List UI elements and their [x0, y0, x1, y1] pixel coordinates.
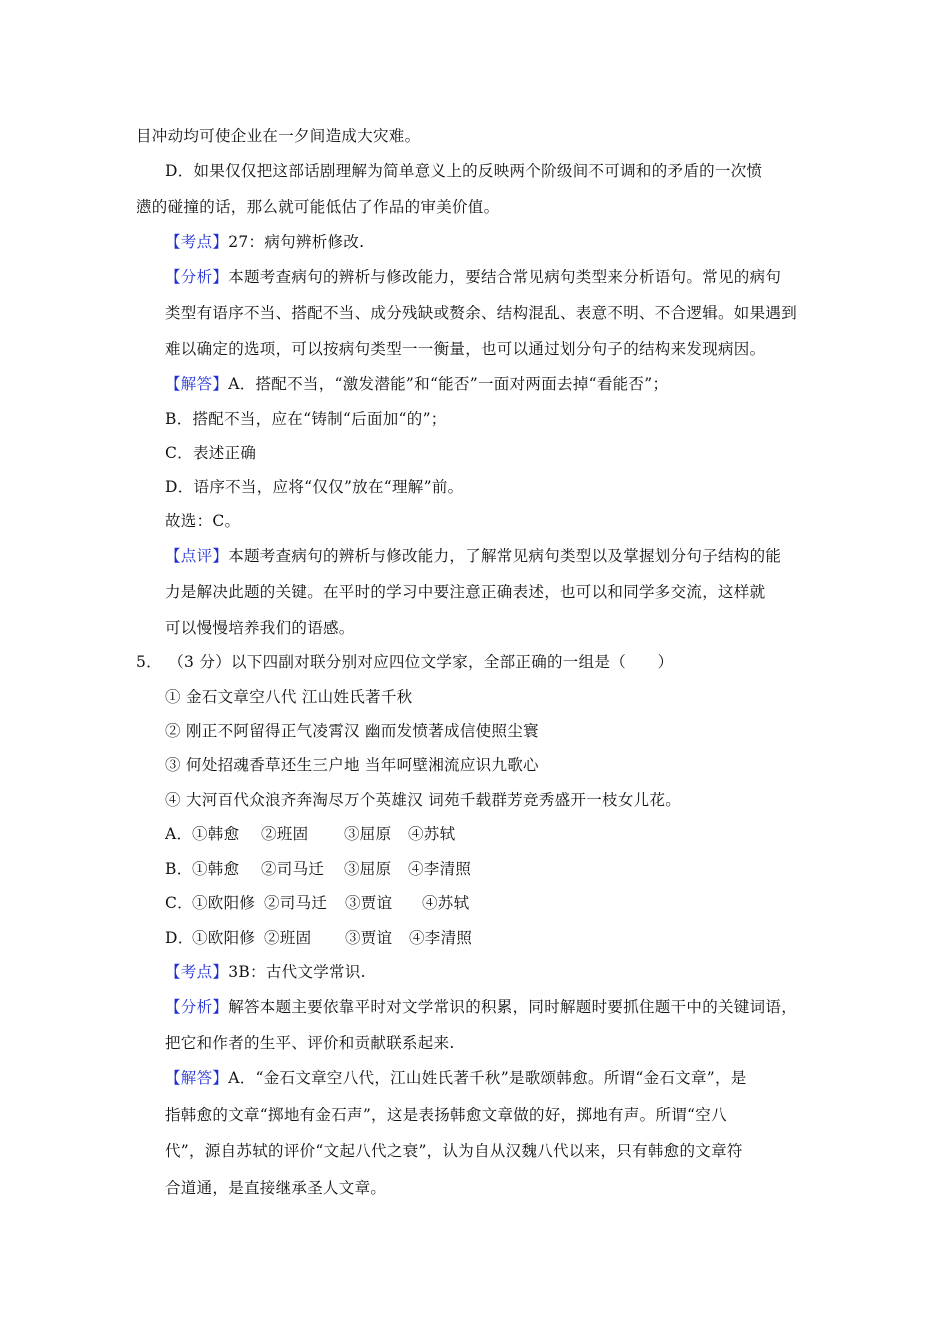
couplet-1: ① 金石文章空八代 江山姓氏著千秋 — [165, 688, 413, 706]
prev-fenxi-line-3: 难以确定的选项，可以按病句类型一一衡量，也可以通过划分句子的结构来发现病因。 — [165, 340, 766, 358]
couplet-3: ③ 何处招魂香草还生三户地 当年呵壁湘流应识九歌心 — [165, 756, 539, 774]
kaodian-tag: 【考点】 — [165, 233, 229, 251]
question-number: 5． — [136, 653, 162, 671]
prev-answer-c: C．表述正确 — [165, 444, 257, 462]
prev-fenxi-line-1 — [165, 267, 781, 287]
fenxi-tag: 【分析】 — [165, 998, 229, 1016]
option-letter: C． — [165, 894, 193, 912]
option-item: ②班固 — [264, 929, 312, 947]
question-5-stem — [136, 652, 673, 672]
couplet-4: ④ 大河百代众浪齐奔淘尽万个英雄汉 词苑千载群芳竞秀盛开一枝女儿花。 — [165, 791, 682, 809]
question-stem-text: （3 分）以下四副对联分别对应四位文学家，全部正确的一组是（ ） — [175, 653, 674, 671]
q5-jieda-line-3: 代”，源自苏轼的评价“文起八代之衰”，认为自从汉魏八代以来，只有韩愈的文章符 — [165, 1142, 743, 1160]
dianping-text: 本题考查病句的辨析与修改能力，了解常见病句类型以及掌握划分句子结构的能 — [228, 547, 782, 565]
prev-answer-d: D．语序不当，应将“仅仅”放在“理解”前。 — [165, 478, 464, 496]
option-item: ③屈原 — [344, 860, 392, 878]
option-item: ①韩愈 — [192, 825, 240, 843]
option-item: ④李清照 — [409, 929, 473, 947]
option-item: ④李清照 — [408, 860, 472, 878]
q5-jieda-line-4: 合道通，是直接继承圣人文章。 — [165, 1179, 387, 1197]
q5-fenxi-line-1 — [165, 997, 797, 1017]
q5-fenxi-line-2: 把它和作者的生平、评价和贡献联系起来. — [165, 1034, 455, 1052]
couplet-2: ② 刚正不阿留得正气凌霄汉 幽而发愤著成信使照尘寰 — [165, 722, 539, 740]
fenxi-text: 解答本题主要依靠平时对文学常识的积累，同时解题时要抓住题干中的关键词语， — [228, 998, 798, 1016]
option-c[interactable] — [165, 893, 469, 913]
prev-option-d-line-2: 懑的碰撞的话，那么就可能低估了作品的审美价值。 — [136, 198, 500, 216]
fenxi-text: 本题考查病句的辨析与修改能力，要结合常见病句类型来分析语句。常见的病句 — [228, 268, 782, 286]
option-d[interactable] — [165, 928, 472, 948]
option-item: ④苏轼 — [408, 825, 456, 843]
option-item: ①欧阳修 — [192, 894, 256, 912]
option-letter: A． — [165, 825, 193, 843]
option-item: ③贾谊 — [345, 929, 393, 947]
dianping-tag: 【点评】 — [165, 547, 229, 565]
option-item: ③贾谊 — [345, 894, 393, 912]
prev-fenxi-line-2: 类型有语序不当、搭配不当、成分残缺或赘余、结构混乱、表意不明、不合逻辑。如果遇到 — [165, 304, 798, 322]
option-item: ②司马迁 — [261, 860, 325, 878]
prev-option-d-line-1: D．如果仅仅把这部话剧理解为简单意义上的反映两个阶级间不可调和的矛盾的一次愤 — [165, 162, 763, 180]
prev-answer-choice: 故选：C。 — [165, 512, 241, 530]
kaodian-text: 3B：古代文学常识. — [228, 963, 366, 981]
option-a[interactable] — [165, 824, 455, 844]
jieda-text: A．搭配不当，“激发潜能”和“能否”一面对两面去掉“看能否”； — [228, 375, 669, 393]
prev-dianping-line-3: 可以慢慢培养我们的语感。 — [165, 619, 355, 637]
option-letter: B． — [165, 860, 193, 878]
jieda-tag: 【解答】 — [165, 1069, 229, 1087]
fenxi-tag: 【分析】 — [165, 268, 229, 286]
kaodian-text: 27：病句辨析修改. — [228, 233, 365, 251]
q5-jieda-line-1 — [165, 1068, 747, 1088]
prev-kaodian — [165, 232, 364, 252]
prev-answer-b: B．搭配不当，应在“铸制“后面加“的”； — [165, 410, 447, 428]
option-letter: D． — [165, 929, 194, 947]
prev-dianping-line-2: 力是解决此题的关键。在平时的学习中要注意正确表述，也可以和同学多交流，这样就 — [165, 583, 766, 601]
prev-question-continuation: 目冲动均可使企业在一夕间造成大灾难。 — [136, 127, 421, 145]
q5-kaodian — [165, 962, 366, 982]
prev-dianping-line-1 — [165, 546, 781, 566]
q5-jieda-line-2: 指韩愈的文章“掷地有金石声”，这是表扬韩愈文章做的好，掷地有声。所谓“空八 — [165, 1106, 727, 1124]
option-item: ①欧阳修 — [192, 929, 256, 947]
option-item: ②司马迁 — [264, 894, 328, 912]
option-item: ①韩愈 — [192, 860, 240, 878]
prev-jieda — [165, 374, 668, 394]
option-b[interactable] — [165, 859, 471, 879]
option-item: ②班固 — [261, 825, 309, 843]
option-item: ④苏轼 — [422, 894, 470, 912]
option-item: ③屈原 — [344, 825, 392, 843]
jieda-text: A．“金石文章空八代，江山姓氏著千秋”是歌颂韩愈。所谓“金石文章”，是 — [228, 1069, 747, 1087]
kaodian-tag: 【考点】 — [165, 963, 229, 981]
jieda-tag: 【解答】 — [165, 375, 229, 393]
